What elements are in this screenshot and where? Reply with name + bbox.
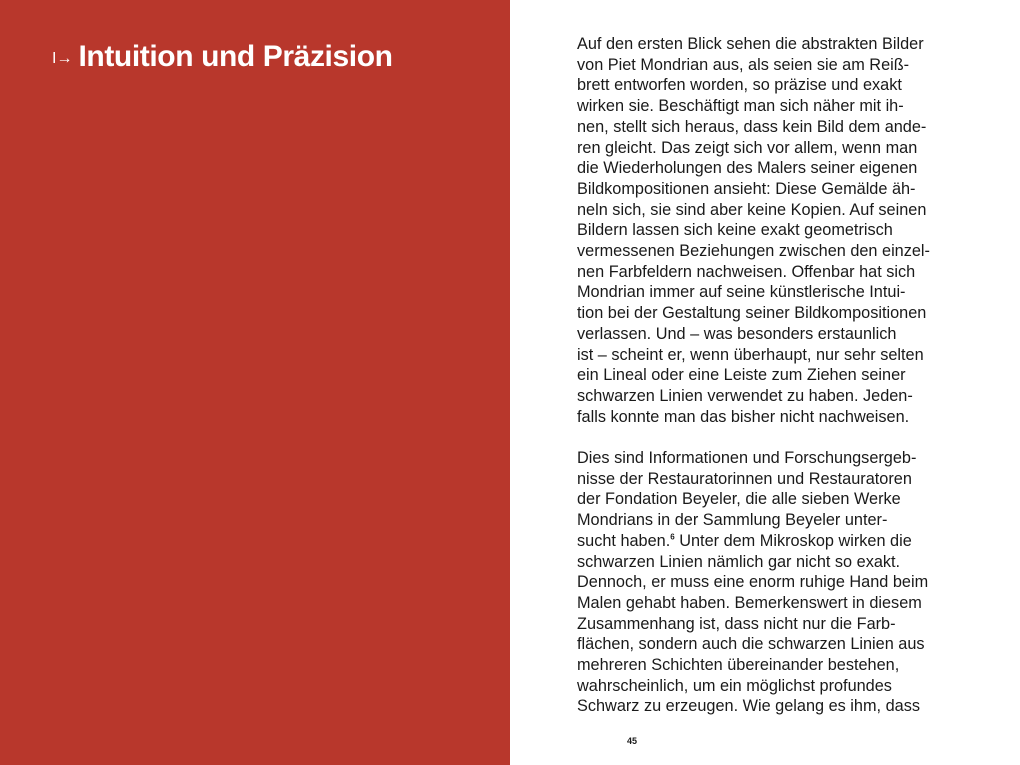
page-number: 45 (627, 736, 638, 746)
paragraph-1 (577, 34, 997, 427)
text-line: Malen gehabt haben. Bemerkenswert in diesem (577, 593, 922, 612)
text-line: Dennoch, er muss eine enorm ruhige Hand beim (577, 573, 929, 592)
text-line-with-footnote (577, 531, 997, 552)
text-line: Bildkompositionen ansieht: Diese Gemälde äh- (577, 179, 916, 198)
text-line: nen, stellt sich heraus, dass kein Bild dem ande- (577, 117, 927, 136)
text-line: wahrscheinlich, um ein möglichst profundes (577, 676, 892, 695)
text-line: schwarzen Linien nämlich gar nicht so exakt. (577, 552, 901, 571)
footnote-reference[interactable]: 6 (670, 532, 675, 542)
text-line: ist – scheint er, wenn überhaupt, nur sehr selten (577, 345, 924, 364)
text-line: die Wiederholungen des Malers seiner eigenen (577, 159, 918, 178)
text-line: Schwarz zu erzeugen. Wie gelang es ihm, dass (577, 697, 920, 716)
text-line: schwarzen Linien verwendet zu haben. Jeden- (577, 386, 913, 405)
text-line: falls konnte man das bisher nicht nachweisen. (577, 407, 910, 426)
chapter-heading (52, 40, 393, 74)
text-segment: sucht haben. (577, 531, 671, 550)
text-segment: Unter dem Mikroskop wirken die (674, 531, 912, 550)
text-line: verlassen. Und – was besonders erstaunlich (577, 324, 897, 343)
text-line: Mondrian immer auf seine künstlerische Intui- (577, 283, 906, 302)
text-line: vermessenen Beziehungen zwischen den einzel- (577, 242, 930, 261)
text-line: der Fondation Beyeler, die alle sieben Werke (577, 490, 901, 509)
text-line: Dies sind Informationen und Forschungsergeb- (577, 449, 917, 468)
text-line: Mondrians in der Sammlung Beyeler unter- (577, 511, 888, 530)
text-line: Bildern lassen sich keine exakt geometrisch (577, 221, 893, 240)
text-line: Zusammenhang ist, dass nicht nur die Farb- (577, 614, 896, 633)
text-line: nisse der Restauratorinnen und Restauratoren (577, 469, 912, 488)
text-line: tion bei der Gestaltung seiner Bildkompositionen (577, 304, 927, 323)
chapter-title: Intuition und Präzision (78, 40, 393, 73)
text-line: Auf den ersten Blick sehen die abstrakten Bilder (577, 35, 924, 53)
text-line: neln sich, sie sind aber keine Kopien. Auf seinen (577, 200, 927, 219)
paragraph-2 (577, 448, 997, 717)
text-line: mehreren Schichten übereinander bestehen, (577, 656, 900, 675)
text-line: ren gleicht. Das zeigt sich vor allem, wenn man (577, 138, 918, 157)
right-page (510, 0, 1020, 765)
text-line: wirken sie. Beschäftigt man sich näher mit ih- (577, 97, 904, 116)
section-marker: I→ (52, 50, 73, 67)
text-line: brett entworfen worden, so präzise und exakt (577, 76, 902, 95)
body-text (577, 34, 997, 717)
text-line: flächen, sondern auch die schwarzen Linien aus (577, 635, 925, 654)
text-line: von Piet Mondrian aus, als seien sie am Reiß- (577, 55, 910, 74)
text-line: ein Lineal oder eine Leiste zum Ziehen seiner (577, 366, 906, 385)
text-line: nen Farbfeldern nachweisen. Offenbar hat sich (577, 262, 916, 281)
